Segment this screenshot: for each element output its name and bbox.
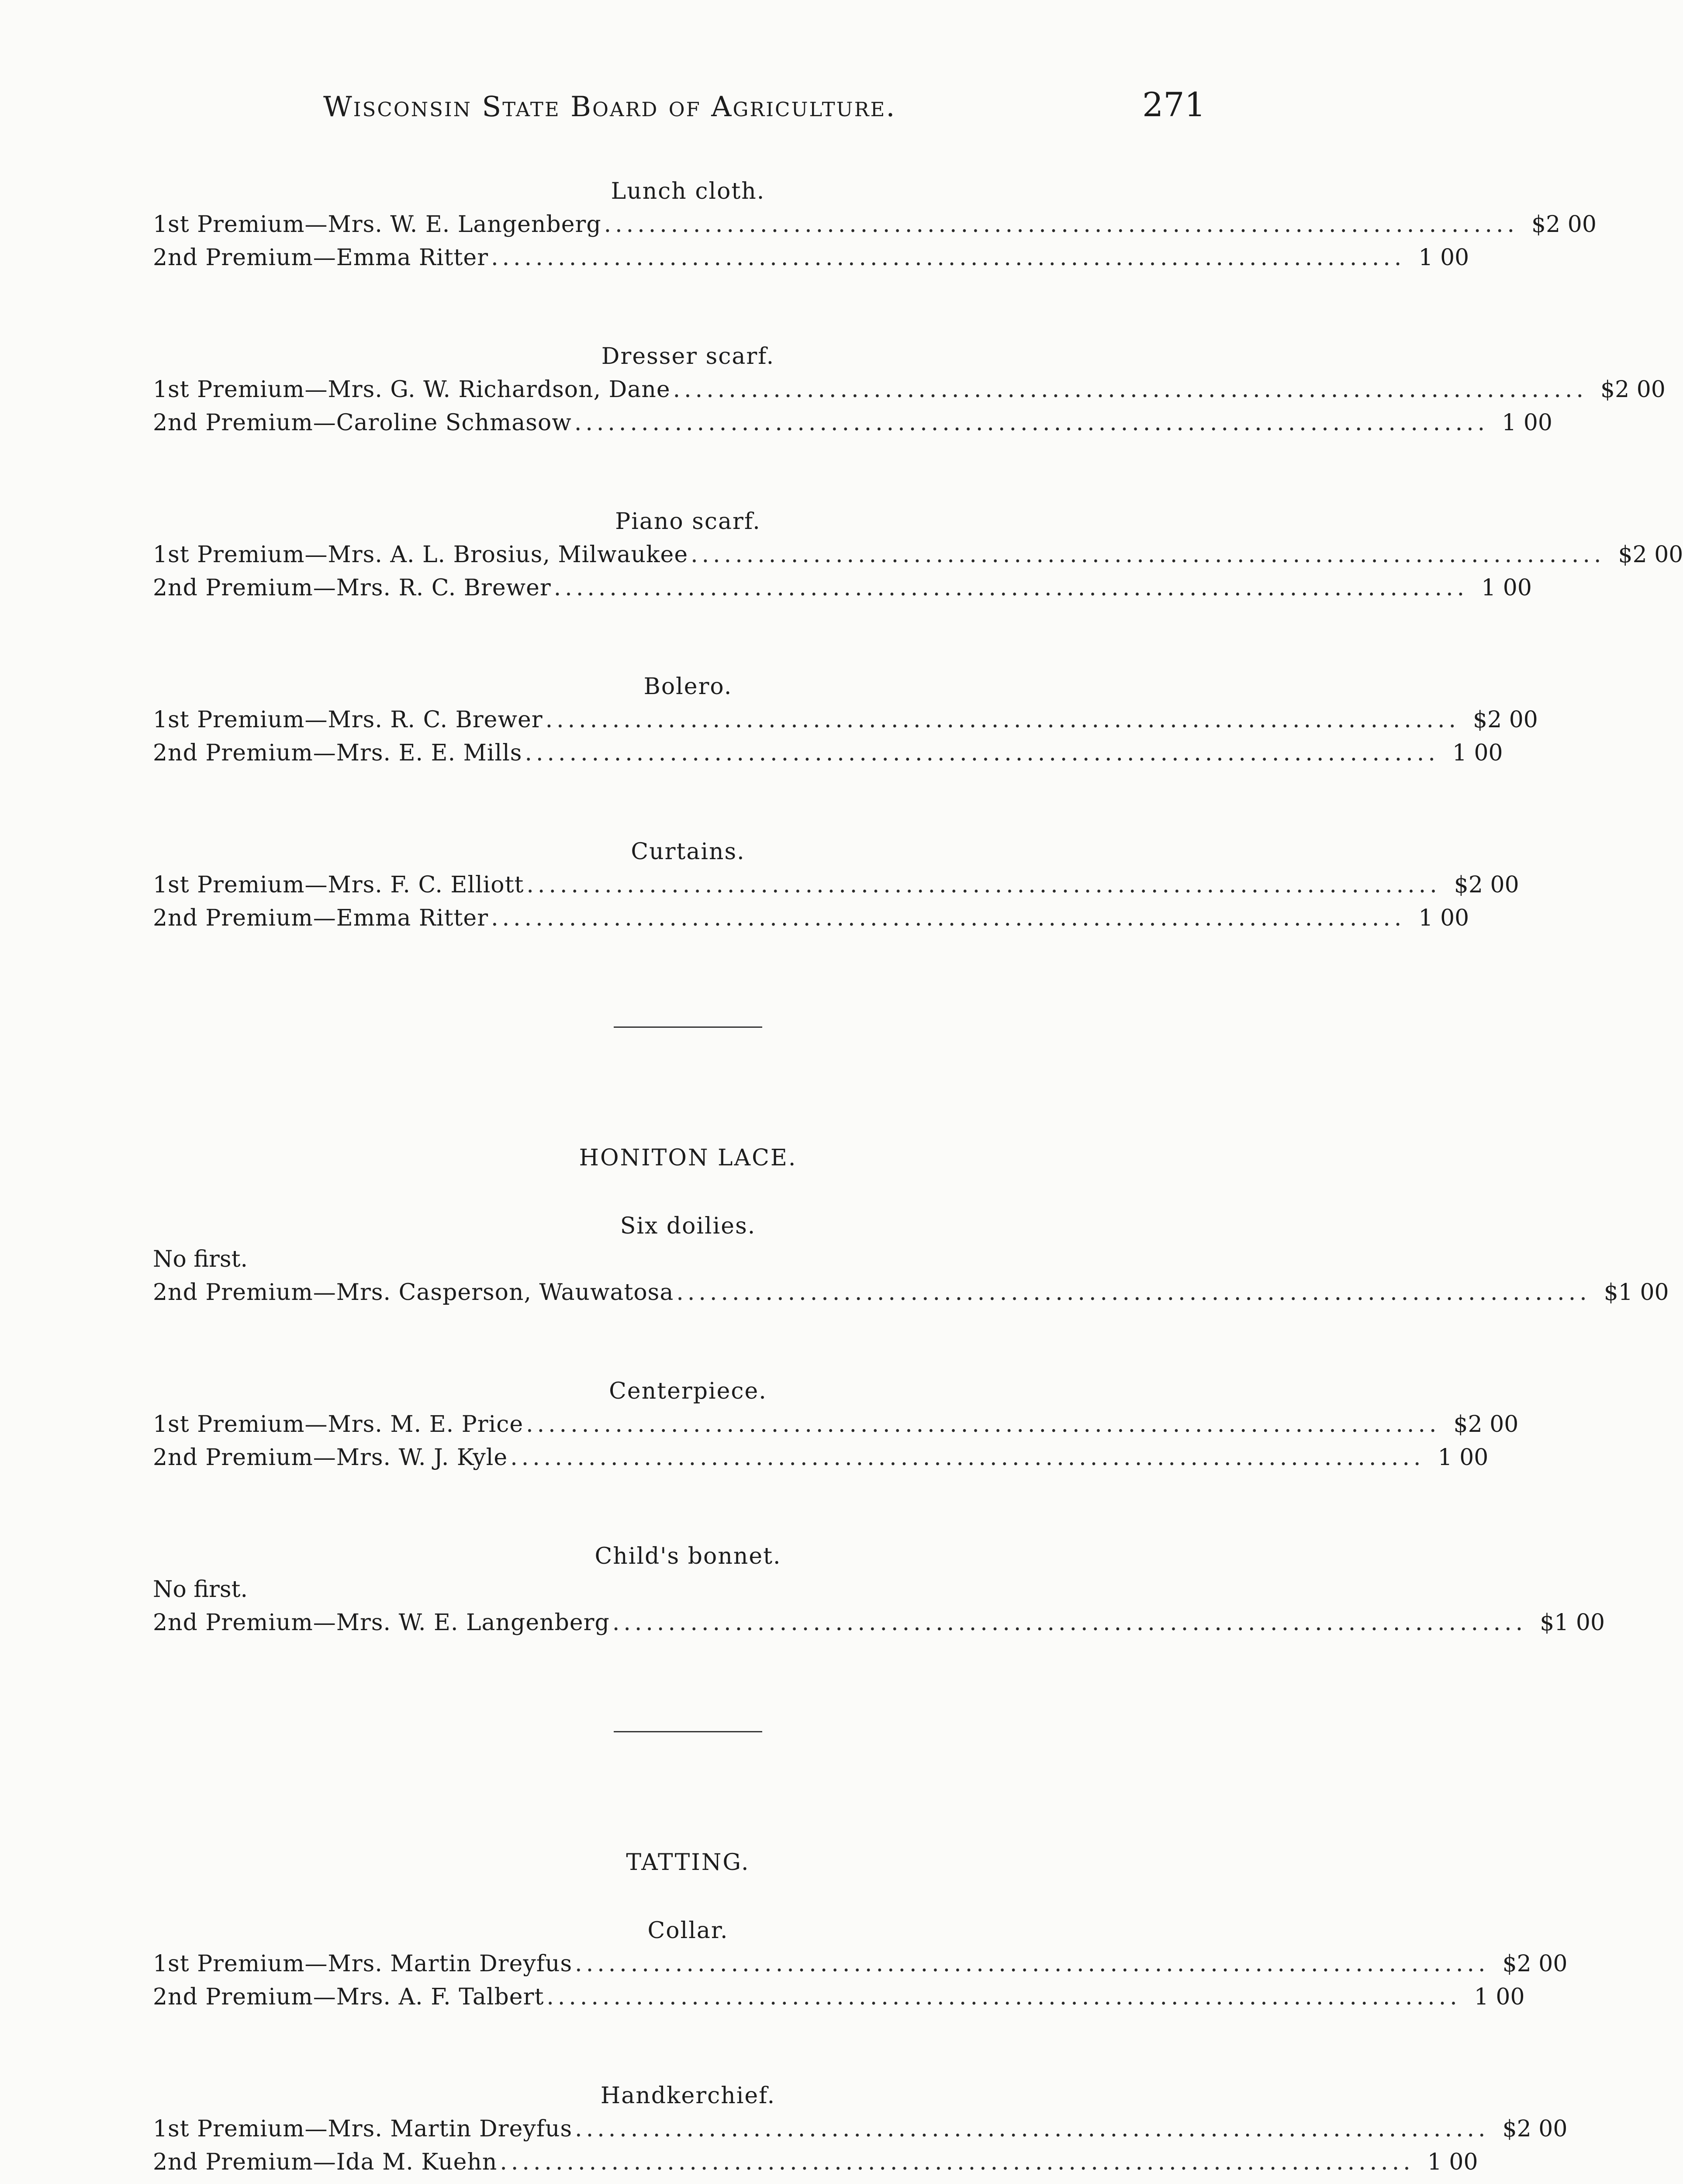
- premium-winner: 1st Premium—Mrs. Martin Dreyfus: [153, 1951, 573, 1977]
- section-embroidery: [153, 175, 1683, 935]
- dot-leader: ..................................................................................: [546, 1984, 1461, 2010]
- premium-row: [153, 1947, 1568, 1980]
- premium-row: [153, 1980, 1525, 2014]
- dot-leader: ..................................................................................: [491, 245, 1406, 271]
- dot-leader: ..................................................................................: [491, 905, 1406, 931]
- entry-group: [153, 1375, 1519, 1474]
- premium-winner: 2nd Premium—Emma Ritter: [153, 905, 489, 931]
- premium-amount: 1 00: [1427, 2149, 1478, 2175]
- dot-leader: ..................................................................................: [526, 872, 1441, 898]
- premium-amount: $1 00: [1540, 1610, 1605, 1636]
- dot-leader: ..................................................................................: [574, 410, 1489, 436]
- dot-leader: ..................................................................................: [553, 575, 1469, 601]
- premium-row: [153, 736, 1503, 770]
- section-divider: [614, 1731, 762, 1732]
- premium-amount: $2 00: [1454, 872, 1519, 898]
- premium-amount: $2 00: [1618, 542, 1683, 568]
- entry-title: Child's bonnet.: [594, 1543, 781, 1569]
- premium-row: [153, 2112, 1568, 2146]
- premium-row: [153, 1408, 1519, 1441]
- premium-winner: 1st Premium—Mrs. A. L. Brosius, Milwaukee: [153, 542, 688, 568]
- premium-amount: $2 00: [1473, 707, 1538, 733]
- premium-winner: 1st Premium—Mrs. F. C. Elliott: [153, 872, 524, 898]
- premium-amount: $2 00: [1502, 1951, 1568, 1977]
- section-title: TATTING.: [626, 1849, 750, 1876]
- entry-group: [153, 835, 1519, 935]
- premium-row: [153, 538, 1683, 571]
- premium-row: [153, 571, 1532, 605]
- dot-leader: ..................................................................................: [673, 377, 1588, 403]
- premium-row: [153, 1441, 1489, 1474]
- premium-winner: 1st Premium—Mrs. Martin Dreyfus: [153, 2116, 573, 2142]
- premium-amount: 1 00: [1418, 905, 1469, 931]
- entry-group: [153, 1209, 1669, 1309]
- premium-row: [153, 2146, 1478, 2179]
- premium-amount: $2 00: [1453, 1411, 1519, 1438]
- premium-amount: $1 00: [1604, 1279, 1669, 1306]
- premium-amount: $2 00: [1502, 2116, 1568, 2142]
- entry-title: Six doilies.: [620, 1213, 756, 1239]
- entry-title: Dresser scarf.: [601, 343, 775, 370]
- entry-group: [153, 1914, 1568, 2014]
- premium-row: [153, 373, 1666, 406]
- premium-row: [153, 406, 1552, 439]
- premium-row: [153, 241, 1469, 274]
- page-number: 271: [1142, 85, 1206, 124]
- premium-winner: 1st Premium—Mrs. R. C. Brewer: [153, 707, 543, 733]
- premium-winner: 1st Premium—Mrs. M. E. Price: [153, 1411, 524, 1438]
- entry-title: Handkerchief.: [600, 2083, 776, 2109]
- premium-row: [153, 868, 1519, 902]
- premium-winner: 2nd Premium—Mrs. W. J. Kyle: [153, 1444, 508, 1471]
- premium-winner: 2nd Premium—Mrs. R. C. Brewer: [153, 575, 551, 601]
- dot-leader: ..................................................................................: [500, 2149, 1414, 2175]
- premium-amount: 1 00: [1418, 245, 1469, 271]
- premium-amount: 1 00: [1474, 1984, 1525, 2010]
- premium-row: [153, 1276, 1669, 1309]
- entry-group: [153, 340, 1666, 439]
- premium-winner: 2nd Premium—Mrs. W. E. Langenberg: [153, 1610, 610, 1636]
- dot-leader: ..................................................................................: [604, 211, 1519, 238]
- premium-amount: $2 00: [1531, 211, 1597, 238]
- dot-leader: ..................................................................................: [510, 1444, 1425, 1471]
- dot-leader: ..................................................................................: [545, 707, 1460, 733]
- premium-winner: 1st Premium—Mrs. G. W. Richardson, Dane: [153, 377, 670, 403]
- entry-title: Piano scarf.: [615, 508, 761, 535]
- entry-title: Bolero.: [643, 674, 733, 700]
- no-first-note: No first.: [153, 1576, 248, 1603]
- entry-group: [153, 2079, 1568, 2179]
- premium-winner: 2nd Premium—Mrs. E. E. Mills: [153, 740, 522, 766]
- page-content: [153, 175, 1683, 2184]
- entry-group: [153, 505, 1683, 605]
- entry-title: Curtains.: [631, 839, 745, 865]
- premium-row: [153, 902, 1469, 935]
- premium-winner: 1st Premium—Mrs. W. E. Langenberg: [153, 211, 601, 238]
- section-title: HONITON LACE.: [579, 1145, 797, 1171]
- premium-winner: 2nd Premium—Emma Ritter: [153, 245, 489, 271]
- entry-title: Collar.: [647, 1918, 729, 1944]
- premium-amount: 1 00: [1438, 1444, 1489, 1471]
- section-tatting: [153, 1846, 1568, 2184]
- premium-winner: 2nd Premium—Caroline Schmasow: [153, 410, 572, 436]
- premium-row: [153, 208, 1597, 241]
- premium-winner: 2nd Premium—Mrs. A. F. Talbert: [153, 1984, 544, 2010]
- dot-leader: ..................................................................................: [691, 542, 1605, 568]
- no-first-note: No first.: [153, 1246, 248, 1272]
- premium-amount: 1 00: [1481, 575, 1532, 601]
- premium-amount: 1 00: [1452, 740, 1503, 766]
- dot-leader: ..................................................................................: [575, 2116, 1489, 2142]
- premium-amount: 1 00: [1502, 410, 1552, 436]
- dot-leader: ..................................................................................: [526, 1411, 1441, 1438]
- entry-title: Centerpiece.: [609, 1378, 767, 1404]
- premium-amount: $2 00: [1600, 377, 1666, 403]
- dot-leader: ..................................................................................: [525, 740, 1439, 766]
- dot-leader: ..................................................................................: [612, 1610, 1527, 1636]
- entry-title: Lunch cloth.: [611, 178, 765, 204]
- header-title: Wisconsin State Board of Agriculture.: [323, 91, 896, 123]
- dot-leader: ..................................................................................: [575, 1951, 1489, 1977]
- entry-group: [153, 175, 1597, 274]
- premium-winner: 2nd Premium—Ida M. Kuehn: [153, 2149, 498, 2175]
- section-honiton-lace: [153, 1141, 1669, 1639]
- running-header: [323, 85, 1206, 138]
- entry-group: [153, 1540, 1605, 1639]
- premium-winner: 2nd Premium—Mrs. Casperson, Wauwatosa: [153, 1279, 674, 1306]
- entry-group: [153, 670, 1538, 770]
- dot-leader: ..................................................................................: [676, 1279, 1591, 1306]
- premium-row: [153, 1606, 1605, 1639]
- section-divider: [614, 1026, 762, 1028]
- premium-row: [153, 703, 1538, 736]
